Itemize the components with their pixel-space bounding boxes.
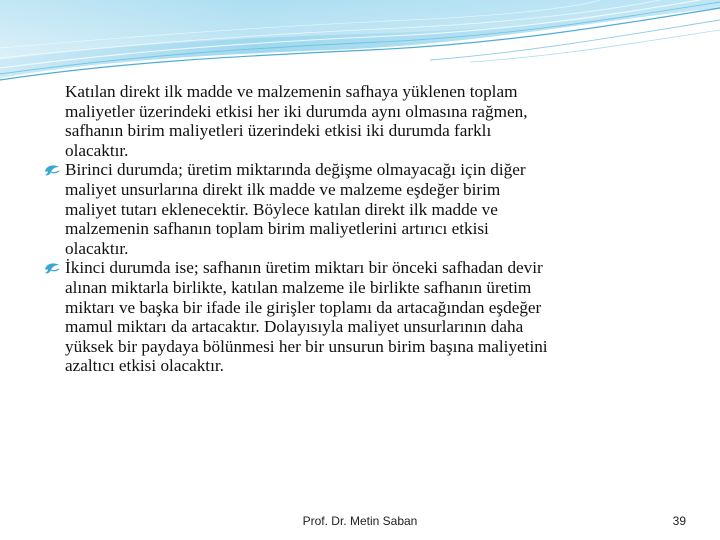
footer-author: Prof. Dr. Metin Saban — [302, 514, 418, 528]
paragraph-first-case — [44, 160, 684, 258]
fleuron-bullet-icon — [44, 262, 60, 275]
text-line: safhanın birim maliyetleri üzerindeki etkisi iki durumda farklı — [65, 121, 492, 141]
fleuron-bullet-icon — [44, 164, 60, 177]
text-line: azaltıcı etkisi olacaktır. — [65, 356, 224, 376]
text-line: yüksek bir paydaya bölünmesi her bir unsurun birim başına maliyetini — [65, 336, 548, 356]
page-number: 39 — [672, 514, 686, 528]
text-line: malzemenin safhanın toplam birim maliyetlerini artırıcı etkisi — [65, 219, 489, 239]
text-line: Birinci durumda; üretim miktarında değişme olmayacağı için diğer — [65, 160, 526, 180]
header-wave-decoration — [0, 0, 720, 90]
text-line: olacaktır. — [65, 140, 129, 160]
text-line: miktarı ve başka bir ifade ile girişler toplamı da artacağından eşdeğer — [65, 297, 542, 317]
text-line: maliyet tutarı eklenecektir. Böylece katılan direkt ilk madde ve — [65, 199, 498, 219]
text-line: maliyet unsurlarına direkt ilk madde ve malzeme eşdeğer birim — [65, 179, 501, 199]
text-line: mamul miktarı da artacaktır. Dolayısıyla maliyet unsurlarının daha — [65, 317, 524, 337]
text-line: maliyetler üzerindeki etkisi her iki durumda aynı olmasına rağmen, — [65, 101, 528, 121]
text-line: alınan miktarla birlikte, katılan malzeme ile birlikte safhanın üretim — [65, 277, 532, 297]
paragraph-second-case — [44, 258, 684, 376]
paragraph-intro — [44, 82, 684, 160]
text-line: olacaktır. — [65, 238, 129, 258]
text-line: Katılan direkt ilk madde ve malzemenin safhaya yüklenen toplam — [65, 82, 518, 101]
text-line: İkinci durumda ise; safhanın üretim miktarı bir önceki safhadan devir — [65, 258, 543, 278]
slide-body — [44, 82, 684, 376]
